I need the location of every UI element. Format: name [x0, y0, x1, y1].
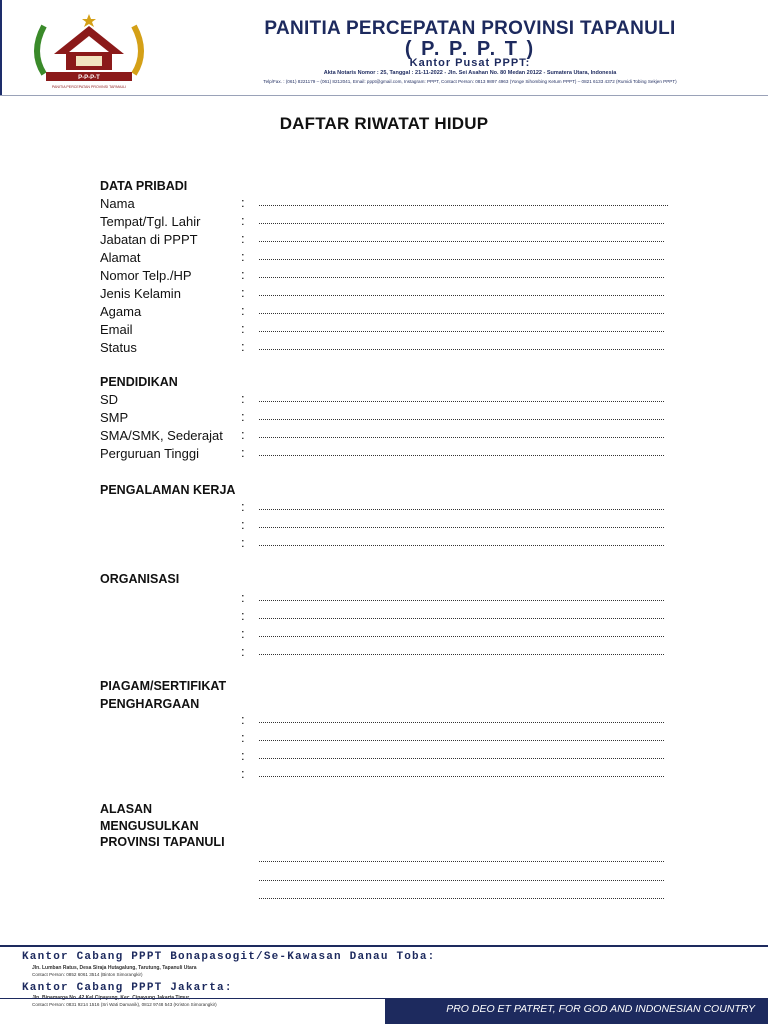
colon: :	[241, 303, 245, 318]
colon: :	[241, 499, 245, 514]
header-left-rule	[0, 0, 2, 96]
fill-line-nama[interactable]	[259, 204, 668, 206]
field-label-sd: SD	[100, 392, 119, 407]
fill-line-tempat-tgl-lahir[interactable]	[259, 222, 664, 224]
org-name: PANITIA PERCEPATAN PROVINSI TAPANULI	[264, 18, 676, 39]
colon: :	[241, 427, 245, 442]
fill-line-organization-2[interactable]	[259, 617, 664, 619]
colon: :	[241, 285, 245, 300]
fill-line-jabatan[interactable]	[259, 240, 664, 242]
colon: :	[241, 644, 245, 659]
section-education: PENDIDIKAN	[100, 375, 178, 389]
colon: :	[241, 267, 245, 282]
field-label-nomor-telp: Nomor Telp./HP	[100, 268, 192, 283]
head-office-label: Kantor Pusat PPPT:	[409, 57, 531, 69]
fill-line-perguruan-tinggi[interactable]	[259, 454, 664, 456]
section-organization: ORGANISASI	[100, 572, 180, 586]
org-logo	[24, 12, 154, 92]
colon: :	[241, 195, 245, 210]
fill-line-organization-4[interactable]	[259, 653, 664, 655]
colon: :	[241, 445, 245, 460]
fill-line-status[interactable]	[259, 348, 664, 350]
branch1-contact: Contact Person: 0852 6061 3514 (Binton Simorangkir)	[32, 972, 143, 977]
colon: :	[241, 535, 245, 550]
fill-line-award-3[interactable]	[259, 757, 664, 759]
header-divider	[0, 95, 768, 96]
fill-line-award-1[interactable]	[259, 721, 664, 723]
field-label-sma: SMA/SMK, Sederajat	[100, 428, 223, 443]
colon: :	[241, 231, 245, 246]
branch1-title: Kantor Cabang PPPT Bonapasogit/Se-Kawasan Danau Toba:	[22, 951, 436, 963]
colon: :	[241, 748, 245, 763]
colon: :	[241, 391, 245, 406]
colon: :	[241, 766, 245, 781]
fill-line-smp[interactable]	[259, 418, 664, 420]
fill-line-nomor-telp[interactable]	[259, 276, 664, 278]
fill-line-sma[interactable]	[259, 436, 664, 438]
head-office-address: Akta Notaris Nomor : 25, Tanggal : 21-11-2022 - Jln. Sei Asahan No. 80 Medan 20122 - Sumatera Utara, Indonesia	[323, 70, 617, 76]
field-label-tempat-tgl-lahir: Tempat/Tgl. Lahir	[100, 214, 201, 229]
fill-line-reason-1[interactable]	[259, 860, 664, 862]
colon: :	[241, 339, 245, 354]
fill-line-agama[interactable]	[259, 312, 664, 314]
section-reason-line1: ALASAN	[100, 802, 153, 816]
colon: :	[241, 321, 245, 336]
field-label-nama: Nama	[100, 196, 135, 211]
logo-ribbon-text: P-P-P-T	[78, 75, 100, 81]
fill-line-reason-2[interactable]	[259, 879, 664, 881]
fill-line-sd[interactable]	[259, 400, 664, 402]
footer-rule	[0, 998, 385, 999]
field-label-alamat: Alamat	[100, 250, 141, 265]
fill-line-award-4[interactable]	[259, 775, 664, 777]
fill-line-experience-1[interactable]	[259, 508, 664, 510]
field-label-email: Email	[100, 322, 133, 337]
section-awards-line1: PIAGAM/SERTIFIKAT	[100, 679, 227, 693]
section-awards-line2: PENGHARGAAN	[100, 697, 200, 711]
logo-caption: PANITIA PERCEPATAN PROVINSI TAPANULI	[51, 85, 127, 89]
colon: :	[241, 590, 245, 605]
field-label-perguruan-tinggi: Perguruan Tinggi	[100, 446, 200, 461]
fill-line-experience-2[interactable]	[259, 526, 664, 528]
org-abbreviation: ( P. P. P. T )	[404, 38, 536, 60]
field-label-agama: Agama	[100, 304, 142, 319]
section-reason-line2: MENGUSULKAN	[100, 819, 199, 833]
document-title: DAFTAR RIWATAT HIDUP	[279, 114, 489, 133]
colon: :	[241, 213, 245, 228]
branch1-address: Jln. Lumban Ratus, Desa Siraja Hutagalung, Tarutung, Tapanuli Utara	[32, 965, 197, 971]
field-label-jabatan: Jabatan di PPPT	[100, 232, 198, 247]
fill-line-organization-1[interactable]	[259, 599, 664, 601]
section-reason-line3: PROVINSI TAPANULI	[100, 835, 225, 849]
head-office-contact: Telp/Fax. : (061) 8221179 – (061) 8212041, Email: pppt@gmail.com, Instagram: PPPT, Contact Person: 0813 9897 4963 (Yonge Sihombing Ketum PPPT) – 0821 6133 4372 (Rumidi Tobing Sekjen PPPT)	[263, 79, 677, 84]
colon: :	[241, 712, 245, 727]
colon: :	[241, 249, 245, 264]
fill-line-experience-3[interactable]	[259, 544, 664, 546]
colon: :	[241, 409, 245, 424]
colon: :	[241, 626, 245, 641]
branch2-contact: Contact Person: 0831 9214 1516 (Sri Wati Damanik), 0812 9748 543 (Kriston Simorangkir)	[32, 1002, 217, 1007]
field-label-smp: SMP	[100, 410, 129, 425]
colon: :	[241, 517, 245, 532]
branch2-title: Kantor Cabang PPPT Jakarta:	[22, 982, 233, 994]
section-work-experience: PENGALAMAN KERJA	[100, 483, 236, 497]
fill-line-email[interactable]	[259, 330, 664, 332]
colon: :	[241, 608, 245, 623]
fill-line-organization-3[interactable]	[259, 635, 664, 637]
colon: :	[241, 730, 245, 745]
fill-line-reason-3[interactable]	[259, 897, 664, 899]
section-personal-data: DATA PRIBADI	[100, 179, 188, 193]
fill-line-alamat[interactable]	[259, 258, 664, 260]
field-label-jenis-kelamin: Jenis Kelamin	[100, 286, 181, 301]
motto-text: PRO DEO ET PATRET, FOR GOD AND INDONESIAN COUNTRY	[446, 1003, 755, 1015]
fill-line-jenis-kelamin[interactable]	[259, 294, 664, 296]
fill-line-award-2[interactable]	[259, 739, 664, 741]
footer-divider	[0, 945, 768, 947]
field-label-status: Status	[100, 340, 137, 355]
